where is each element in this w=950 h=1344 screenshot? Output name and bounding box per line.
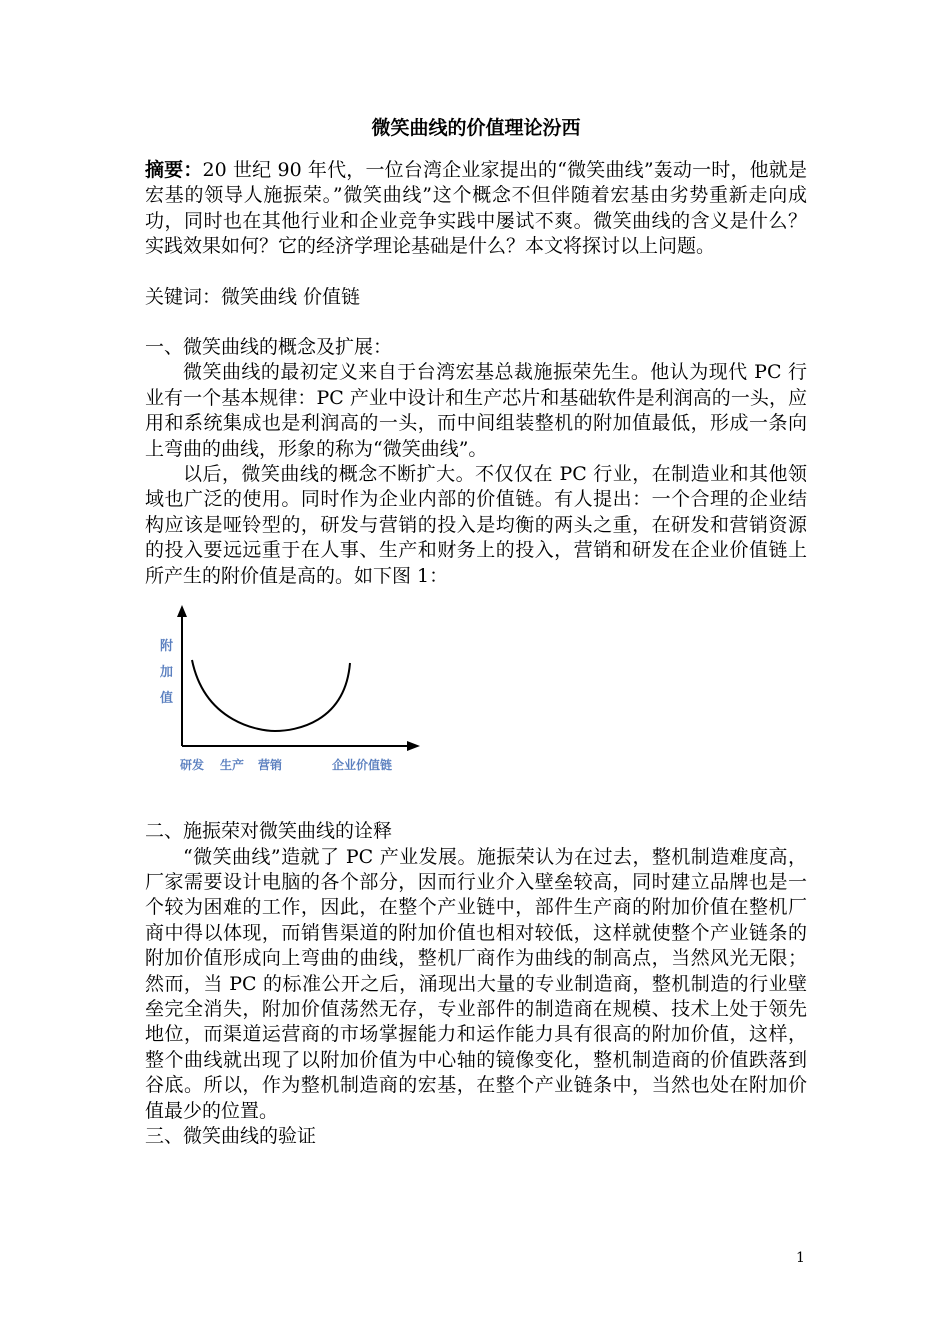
y-axis-char-1: 附 (160, 639, 174, 655)
y-axis-char-3: 值 (160, 691, 174, 707)
section1-paragraph-1: 微笑曲线的最初定义来自于台湾宏基总裁施振荣先生。他认为现代 PC 行业有一个基本规律：PC 产业中设计和生产芯片和基础软件是利润高的一头，应用和系统集成也是利润高的一头，而中间组装整机的附加值最低，形成一条向上弯曲的曲线，形象的称为“微笑曲线”。 (145, 361, 807, 460)
section2-paragraph-1: “微笑曲线”造就了 PC 产业发展。施振荣认为在过去，整机制造难度高，厂家需要设计电脑的各个部分，因而行业介入壁垒较高，同时建立品牌也是一个较为困难的工作，因此，在整个产业链中，部件生产商的附加价值在整机厂商中得以体现，而销售渠道的附加价值也相对较低，这样就使整个产业链条的附加价值形成向上弯曲的曲线，整机厂商作为曲线的制高点，当然风光无限；然而，当 PC 的标准公开之后，涌现出大量的专业制造商，整机制造的行业壁垒完全消失，附加价值荡然无存，专业部件的制造商在规模、技术上处于领先地位，而渠道运营商的市场掌握能力和运作能力具有很高的附加价值，这样，整个曲线就出现了以附加价值为中心轴的镜像变化，整机制造商的价值跌落到谷底。所以，作为整机制造商的宏基，在整个产业链条中，当然也处在附加价值最少的位置。 (145, 845, 807, 1122)
x-label-production: 生产 (220, 758, 245, 773)
y-axis-char-2: 加 (160, 665, 174, 681)
smile-curve-figure (150, 603, 430, 783)
abstract-paragraph (145, 158, 807, 260)
smile-curve-line (192, 660, 350, 731)
page-number: 1 (796, 1250, 805, 1266)
y-axis-arrowhead (177, 605, 187, 617)
document-title: 微笑曲线的价值理论汾西 (371, 117, 581, 139)
x-label-value-chain: 企业价值链 (332, 758, 393, 773)
x-label-rd: 研发 (180, 758, 205, 773)
x-label-marketing: 营销 (258, 758, 283, 773)
section2-heading: 二、施振荣对微笑曲线的诠释 (145, 820, 393, 843)
section1-paragraph-2: 以后，微笑曲线的概念不断扩大。不仅仅在 PC 行业，在制造业和其他领域也广泛的使用。同时作为企业内部的价值链。有人提出：一个合理的企业结构应该是哑铃型的，研发与营销的投入是均衡的两头之重，在研发和营销资源的投入要远远重于在人事、生产和财务上的投入，营销和研发在企业价值链上所产生的附价值是高的。如下图 1： (145, 463, 807, 587)
keywords-line: 关键词：微笑曲线 价值链 (145, 285, 361, 308)
x-axis-arrowhead (407, 741, 420, 751)
abstract-label: 摘要： (145, 159, 203, 181)
section1-heading: 一、微笑曲线的概念及扩展： (145, 336, 393, 359)
document-body (145, 112, 807, 1149)
section3-heading: 三、微笑曲线的验证 (145, 1124, 317, 1147)
abstract-text: 20 世纪 90 年代，一位台湾企业家提出的“微笑曲线”轰动一时，他就是宏基的领导人施振荣。”微笑曲线”这个概念不但伴随着宏基由劣势重新走向成功，同时也在其他行业和企业竞争实践中屡试不爽。微笑曲线的含义是什么？实践效果如何？它的经济学理论基础是什么？本文将探讨以上问题。 (145, 159, 807, 258)
